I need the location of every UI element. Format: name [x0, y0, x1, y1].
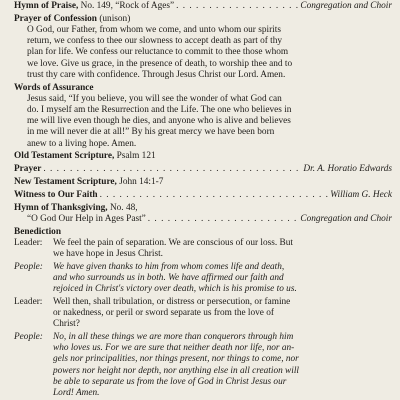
benediction-exchange	[14, 262, 392, 296]
hymn-of-praise-row	[14, 1, 392, 12]
hymn-of-thanksgiving-performer: Congregation and Choir	[300, 213, 392, 224]
confession-heading-row	[14, 14, 392, 25]
benediction-heading: Benediction	[14, 226, 62, 237]
hymn-of-thanksgiving-title-row	[14, 214, 392, 225]
confession-heading: Prayer of Confession	[14, 13, 97, 24]
assurance-line: Jesus said, “If you believe, you will see the wonder of what God can	[27, 93, 282, 104]
nt-scripture-label: New Testament Scripture,	[14, 177, 117, 188]
witness-label: Witness to Our Faith	[14, 189, 98, 200]
dot-leader	[43, 164, 301, 175]
confession-line: O God, our Father, from whom we come, and unto whom our spirits	[27, 25, 281, 35]
speaker-label: People:	[14, 331, 43, 342]
exchange-line: who loves us. For we are sure that neither death nor life, nor an-	[53, 343, 295, 354]
exchange-line: We feel the pain of separation. We are conscious of our loss. But	[53, 237, 293, 248]
exchange-text	[53, 238, 392, 260]
hymn-of-thanksgiving-label: Hymn of Thanksgiving,	[14, 202, 108, 213]
assurance-line: in me will never die at all!” By his great mercy we have been born	[27, 127, 275, 138]
confession-note: (unison)	[99, 13, 131, 24]
confession-line: return, we confess to thee our slowness to accept death as part of thy	[27, 36, 283, 47]
exchange-line: gels nor principalities, nor things present, nor things to come, nor	[53, 354, 299, 365]
exchange-line: powers nor height nor depth, nor anything else in all creation will	[53, 365, 300, 376]
assurance-line: me will live even though he dies, and anyone who is alive and believes	[27, 116, 291, 127]
confession-line: trust thy care with confidence. Through Jesus Christ our Lord. Amen.	[27, 69, 286, 80]
hymn-of-praise-detail: No. 149, “Rock of Ages”	[80, 1, 175, 11]
dot-leader	[176, 1, 298, 12]
hymn-of-praise-label: Hymn of Praise,	[14, 1, 79, 11]
speaker-label: Leader:	[14, 296, 43, 307]
prayer-row	[14, 164, 392, 175]
ot-scripture-label: Old Testament Scripture,	[14, 151, 115, 162]
benediction-exchange	[14, 332, 392, 399]
assurance-line: do. I myself am the Resurrection and the Life. The one who believes in	[27, 105, 292, 116]
prayer-leader: Dr. A. Horatio Edwards	[303, 164, 392, 175]
speaker-label: Leader:	[14, 237, 43, 248]
order-of-service	[14, 1, 392, 399]
exchange-line: We have given thanks to him from whom comes life and death,	[53, 261, 285, 272]
exchange-line: or nakedness, or peril or sword separate us from the love of	[53, 308, 274, 319]
speaker-label: People:	[14, 261, 43, 272]
exchange-text	[53, 297, 392, 331]
hymn-of-praise-performer: Congregation and Choir	[300, 1, 392, 11]
exchange-text	[53, 332, 392, 399]
hymn-of-thanksgiving-row	[14, 203, 392, 214]
prayer-label: Prayer	[14, 164, 42, 175]
benediction-exchange	[14, 238, 392, 260]
exchange-line: be able to separate us from the love of God in Christ Jesus our	[53, 376, 287, 387]
assurance-line: anew to a living hope. Amen.	[27, 138, 137, 149]
exchange-text	[53, 262, 392, 296]
ot-scripture-row	[14, 151, 392, 162]
assurance-heading: Words of Assurance	[14, 82, 94, 93]
exchange-line: Christ?	[53, 319, 80, 330]
witness-row	[14, 190, 392, 201]
hymn-of-thanksgiving-number: No. 48,	[109, 202, 138, 213]
exchange-line: and who surrounds us in both. We have affirmed our faith and	[53, 272, 284, 283]
assurance-text	[14, 94, 392, 150]
hymn-of-thanksgiving-title: “O God Our Help in Ages Past”	[27, 213, 146, 224]
dot-leader	[100, 190, 329, 201]
witness-by: William G. Heck	[330, 189, 392, 200]
exchange-line: Well then, shall tribulation, or distress or persecution, or famine	[53, 296, 291, 307]
confession-line: plan for life. We confess our reluctance to commit to thee those whom	[27, 47, 289, 58]
confession-line: we love. Give us grace, in the presence of death, to worship thee and to	[27, 58, 293, 69]
exchange-line: Lord! Amen.	[53, 387, 100, 398]
exchange-line: No, in all these things we are more than conquerors through him	[53, 331, 294, 342]
dot-leader	[148, 214, 299, 225]
nt-scripture-ref: John 14:1-7	[119, 177, 164, 188]
exchange-line: rejoiced in Christ's victory over death, which is his promise to us.	[53, 284, 297, 295]
confession-text	[14, 25, 392, 81]
benediction-exchange	[14, 297, 392, 331]
nt-scripture-row	[14, 177, 392, 188]
exchange-line: we have hope in Jesus Christ.	[53, 249, 163, 260]
ot-scripture-ref: Psalm 121	[116, 151, 156, 162]
